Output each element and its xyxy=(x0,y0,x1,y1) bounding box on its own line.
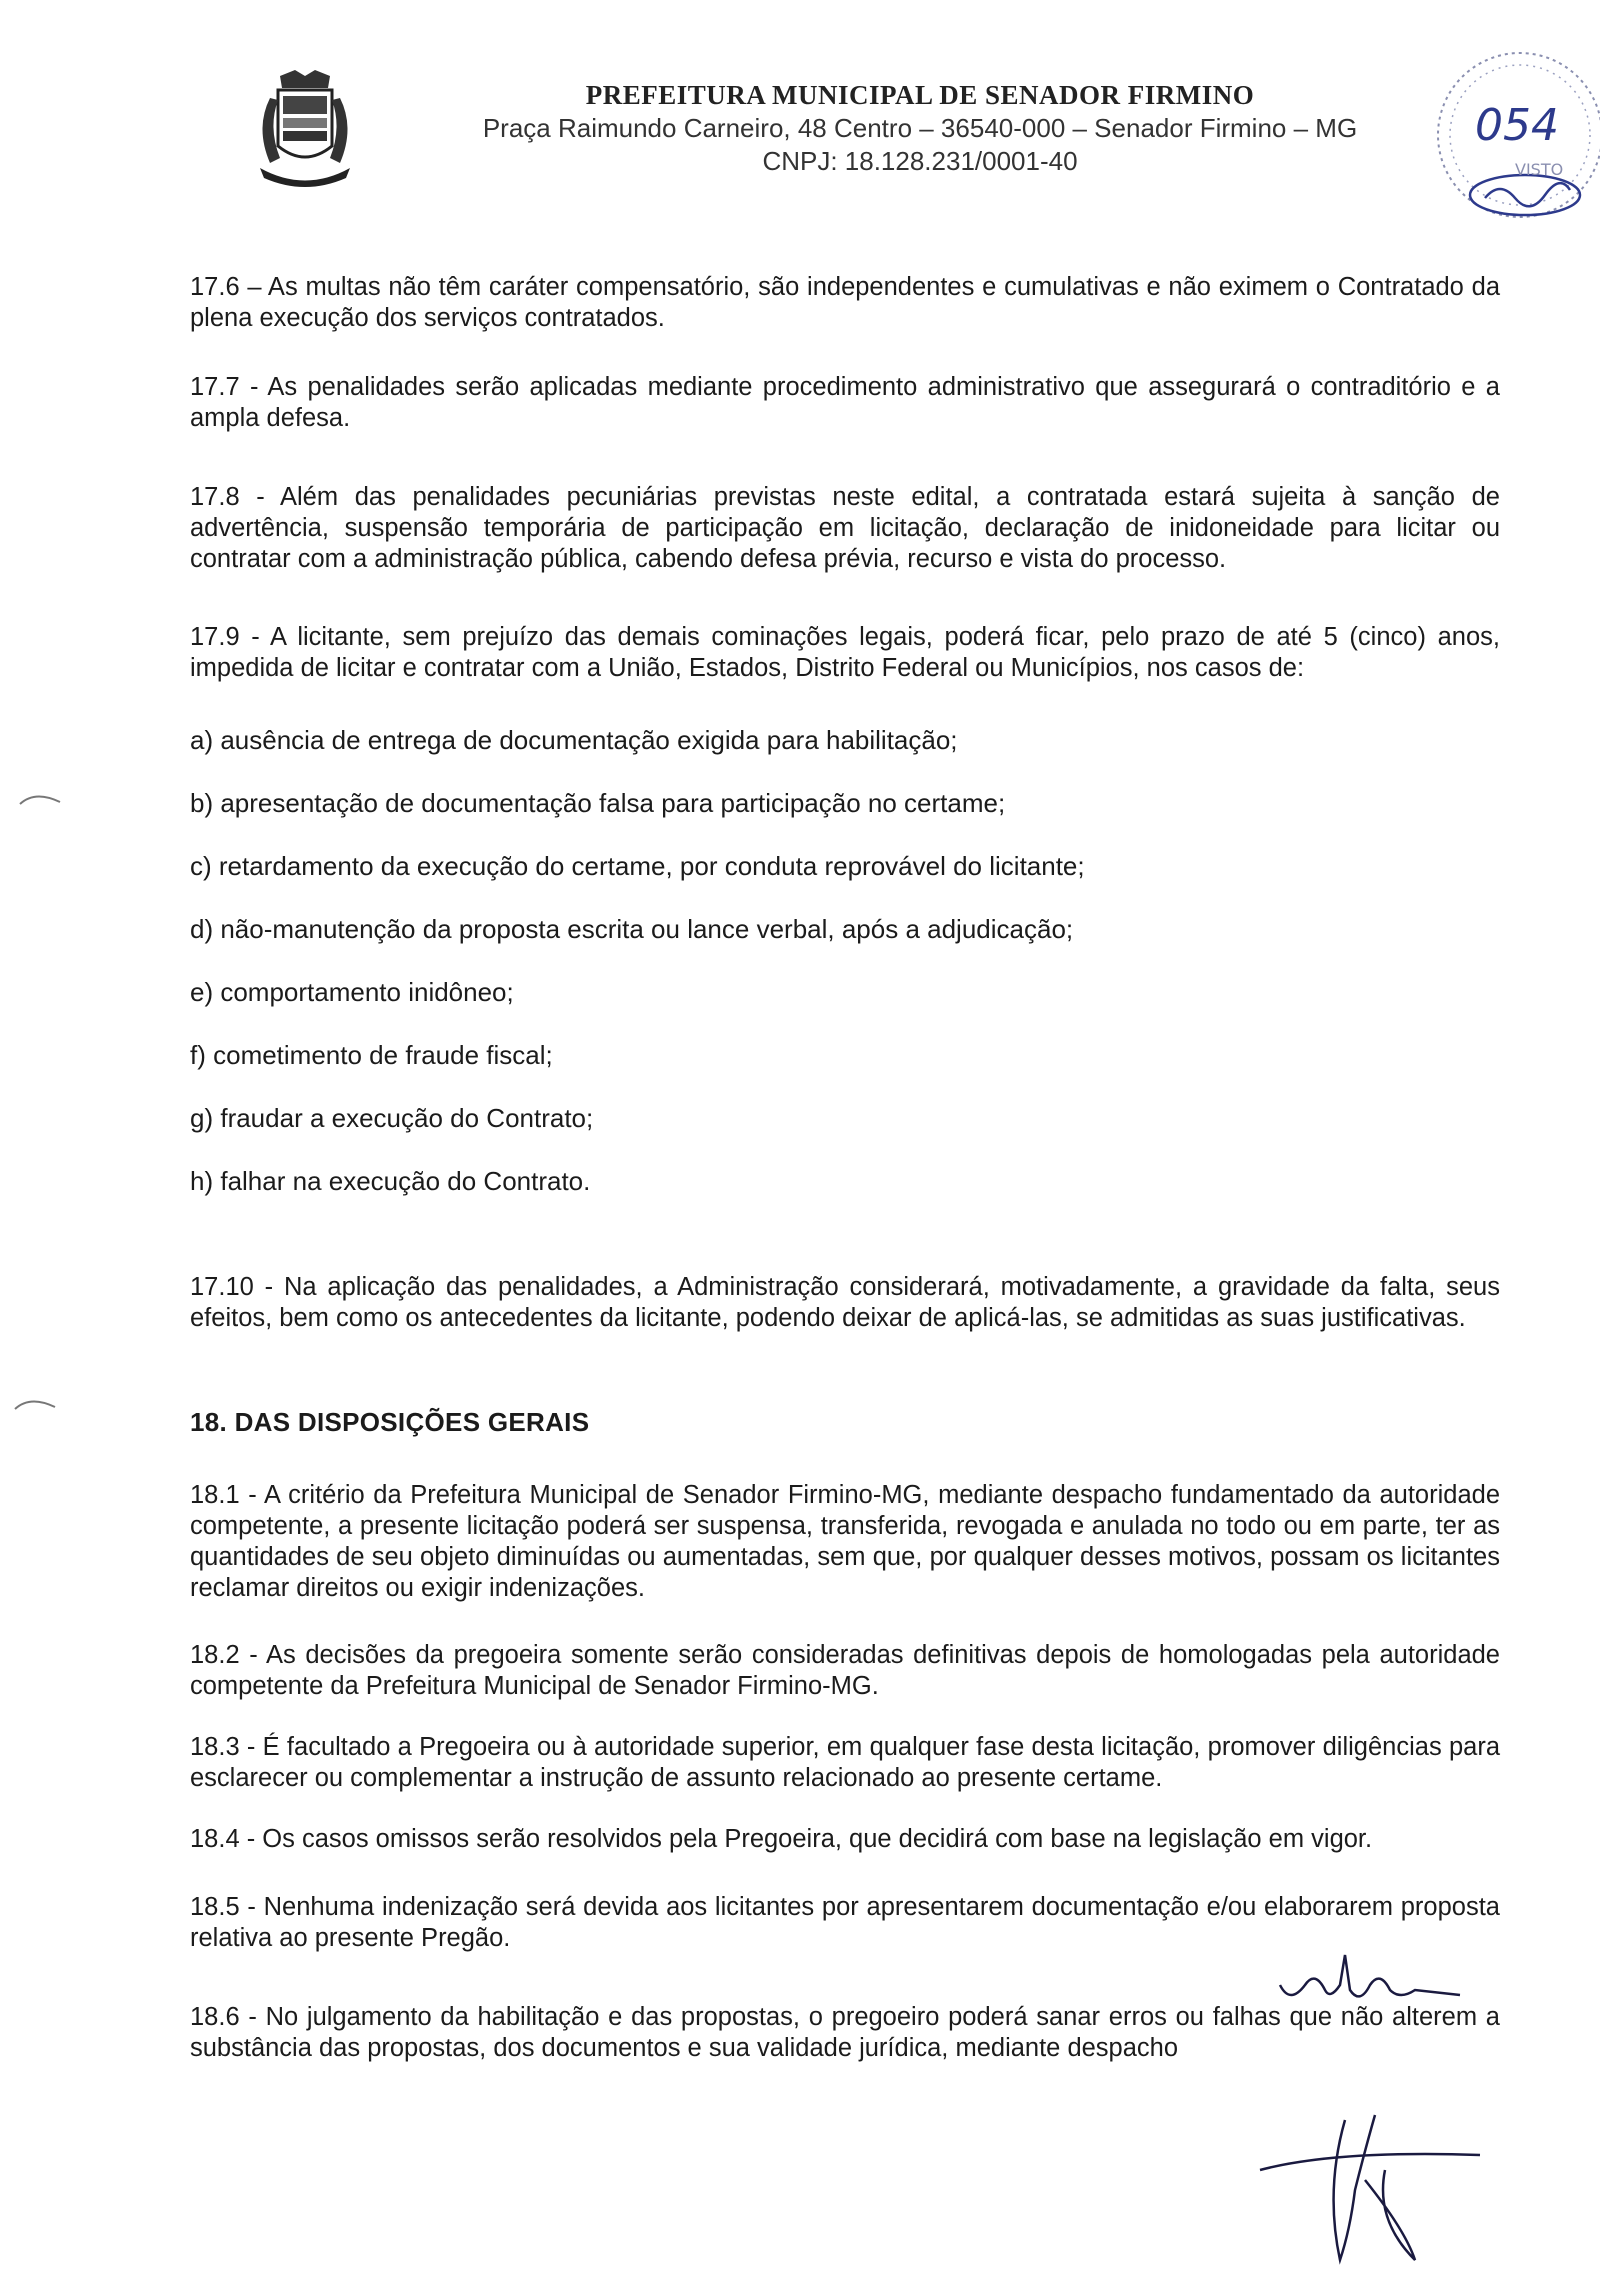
clause-18-3: 18.3 - É facultado a Pregoeira ou à autoridade superior, em qualquer fase desta licitação, promover diligências para esclarecer ou complementar a instrução de assunto relacionado ao presente certame. xyxy=(190,1733,1500,1792)
scan-margin-mark xyxy=(10,1395,60,1415)
list-item-g: g) fraudar a execução do Contrato; xyxy=(190,1103,594,1133)
list-item-d: d) não-manutenção da proposta escrita ou lance verbal, após a adjudicação; xyxy=(190,914,1074,944)
stamp-visto: VISTO xyxy=(1515,160,1564,179)
letterhead xyxy=(430,80,1410,177)
org-cnpj: CNPJ: 18.128.231/0001-40 xyxy=(762,146,1078,176)
clause-18-6: 18.6 - No julgamento da habilitação e das propostas, o pregoeiro poderá sanar erros ou falhas que não alterem a substância das propostas, dos documentos e sua validade jurídica, mediante despacho xyxy=(190,2003,1500,2062)
clause-17-7: 17.7 - As penalidades serão aplicadas mediante procedimento administrativo que assegurará o contraditório e a ampla defesa. xyxy=(190,373,1500,432)
clause-18-5: 18.5 - Nenhuma indenização será devida aos licitantes por apresentarem documentação e/ou elaborarem proposta relativa ao presente Pregão. xyxy=(190,1893,1500,1952)
scan-margin-mark xyxy=(15,790,65,810)
coat-of-arms-logo xyxy=(250,68,360,193)
list-item-c: c) retardamento da execução do certame, por conduta reprovável do licitante; xyxy=(190,851,1085,881)
list-item-h: h) falhar na execução do Contrato. xyxy=(190,1166,591,1196)
org-name: PREFEITURA MUNICIPAL DE SENADOR FIRMINO xyxy=(585,80,1255,110)
section-18-heading: 18. DAS DISPOSIÇÕES GERAIS xyxy=(190,1407,590,1437)
clause-17-10: 17.10 - Na aplicação das penalidades, a Administração considerará, motivadamente, a gravidade da falta, seus efeitos, bem como os antecedentes da licitante, podendo deixar de aplicá-las, se admitidas as suas justificativas. xyxy=(190,1273,1500,1332)
stamp-page-number: 054 xyxy=(1475,100,1559,151)
list-item-e: e) comportamento inidôneo; xyxy=(190,977,514,1007)
handwritten-signature xyxy=(1255,2110,1485,2270)
clause-17-9: 17.9 - A licitante, sem prejuízo das demais cominações legais, poderá ficar, pelo prazo de até 5 (cinco) anos, impedida de licitar e contratar com a União, Estados, Distrito Federal ou Municípios, nos casos de: xyxy=(190,623,1500,682)
clause-18-1: 18.1 - A critério da Prefeitura Municipal de Senador Firmino-MG, mediante despacho fundamentado da autoridade competente, a presente licitação poderá ser suspensa, transferida, revogada e anulada no todo ou em parte, ter as quantidades de seu objeto diminuídas ou aumentadas, sem que, por qualquer desses motivos, possam os licitantes reclamar direitos ou exigir indenizações. xyxy=(190,1481,1500,1602)
clause-18-2: 18.2 - As decisões da pregoeira somente serão consideradas definitivas depois de homologadas pela autoridade competente da Prefeitura Municipal de Senador Firmino-MG. xyxy=(190,1641,1500,1700)
clause-17-8: 17.8 - Além das penalidades pecuniárias previstas neste edital, a contratada estará sujeita à sanção de advertência, suspensão temporária de participação em licitação, declaração de inidoneidade para licitar ou contratar com a administração pública, cabendo defesa prévia, recurso e vista do processo. xyxy=(190,483,1500,573)
list-item-f: f) cometimento de fraude fiscal; xyxy=(190,1040,553,1070)
list-item-a: a) ausência de entrega de documentação exigida para habilitação; xyxy=(190,725,958,755)
org-address: Praça Raimundo Carneiro, 48 Centro – 36540-000 – Senador Firmino – MG xyxy=(482,113,1358,143)
rubric-initials-signature xyxy=(1270,1945,1470,2015)
list-item-b: b) apresentação de documentação falsa para participação no certame; xyxy=(190,788,1006,818)
clause-18-4: 18.4 - Os casos omissos serão resolvidos pela Pregoeira, que decidirá com base na legislação em vigor. xyxy=(190,1825,1373,1853)
review-stamp xyxy=(1420,30,1600,230)
clause-17-6: 17.6 – As multas não têm caráter compensatório, são independentes e cumulativas e não eximem o Contratado da plena execução dos serviços contratados. xyxy=(190,273,1500,332)
